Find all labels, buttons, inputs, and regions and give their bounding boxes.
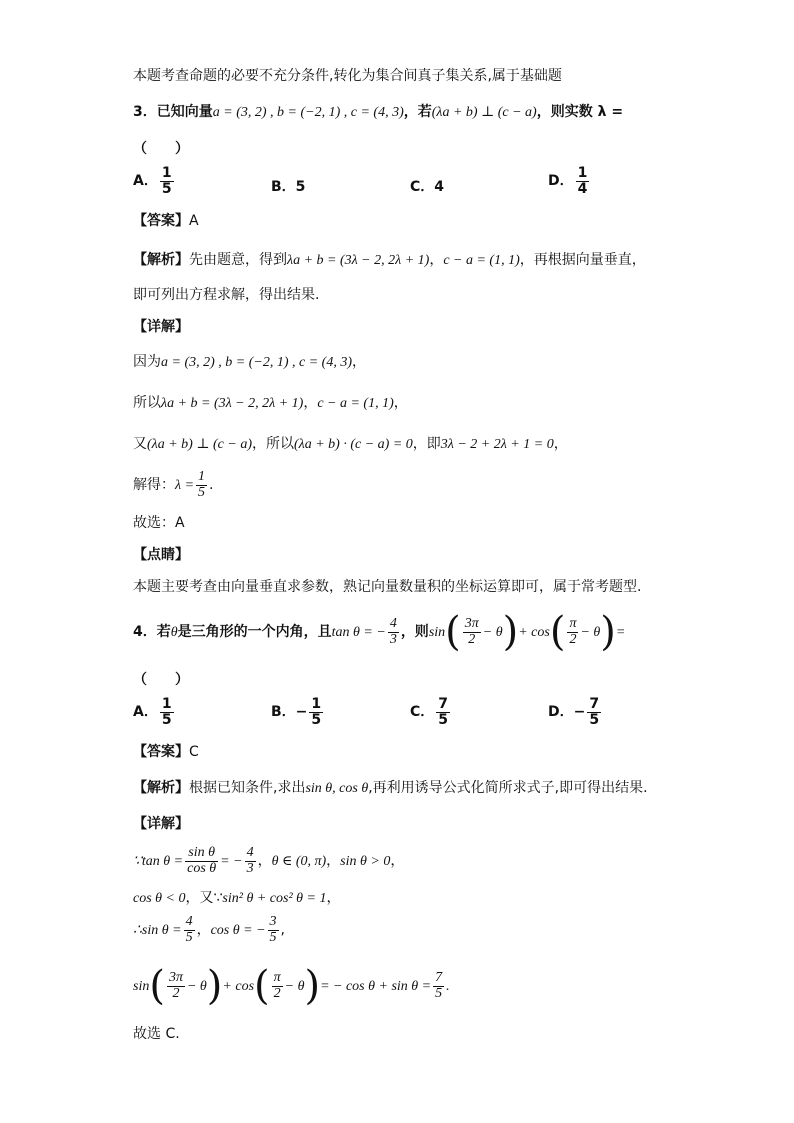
q4-d3-den-2: 5 xyxy=(269,929,277,945)
q3-detail-2-formula-2: c − a = (1, 1) xyxy=(317,396,394,411)
q4-analysis xyxy=(133,778,648,799)
q4-d1-fraction xyxy=(185,846,218,876)
q4-detail-line-2 xyxy=(133,888,340,909)
q3-detail-1-end: ， xyxy=(351,354,366,370)
q4-option-a-num: 1 xyxy=(161,696,172,712)
q3-detail-line-3 xyxy=(133,434,568,455)
q4-stem-arg1-fraction xyxy=(463,617,481,647)
q4-stem-arg2-tail: − θ xyxy=(580,625,601,640)
q4-stem-prefix: 4．若 xyxy=(133,624,171,640)
q4-d4-result: = − cos θ + sin θ = xyxy=(320,979,432,994)
q4-option-b-fraction xyxy=(309,697,323,727)
q3-option-a-den: 5 xyxy=(161,180,172,197)
q4-option-d xyxy=(548,697,603,727)
q4-option-c-num: 7 xyxy=(438,696,449,712)
q3-option-a xyxy=(133,166,176,196)
q4-d2-identity: sin² θ + cos² θ = 1 xyxy=(222,891,327,906)
q4-d4-arg1-tail: − θ xyxy=(186,979,207,994)
q4-option-a-label: A． xyxy=(133,704,158,721)
q4-stem-tan: tan θ = − xyxy=(331,625,386,640)
q4-d4-arg2-den: 2 xyxy=(273,985,281,1001)
q3-stem xyxy=(133,102,623,123)
q4-d1-range: θ ∈ (0, π) xyxy=(271,854,327,870)
q4-analysis-tag: 【解析】 xyxy=(133,780,189,796)
q4-blank: （ ） xyxy=(133,672,189,688)
q4-stem-arg2-fraction xyxy=(567,617,578,647)
q3-option-c xyxy=(410,176,444,196)
q4-d1-end: ， xyxy=(390,853,405,870)
q4-stem-eq: = xyxy=(615,625,626,640)
q3-answer xyxy=(133,211,199,231)
q4-d4-num: 7 xyxy=(435,969,443,985)
q4-d3-sin: ∴sin θ = xyxy=(133,923,182,939)
q3-answer-tag: 【答案】 xyxy=(133,213,189,229)
q4-option-b-den: 5 xyxy=(311,711,322,728)
q3-stem-vectors: a = (3, 2) , b = (−2, 1) , c = (4, 3) xyxy=(212,105,404,120)
q3-detail-3-text-2: ，所以 xyxy=(252,436,294,452)
q4-stem-theta: θ xyxy=(170,625,178,640)
q4-option-a-fraction xyxy=(160,697,174,727)
q4-d3-fraction xyxy=(184,915,195,945)
q4-stem-arg2-den: 2 xyxy=(569,631,577,647)
q3-analysis-tag: 【解析】 xyxy=(133,252,189,268)
q4-d4-rparen-2: ) xyxy=(304,963,321,1009)
q4-d4-arg1-den: 2 xyxy=(172,985,180,1001)
q3-stem-prefix: 3．已知向量 xyxy=(133,104,213,120)
q4-d4-arg2-tail: − θ xyxy=(284,979,305,994)
q3-detail-3-text-1: 又 xyxy=(133,436,147,452)
q3-detail-3-formula-2: (λa + b) · (c − a) = 0 xyxy=(294,437,413,452)
q4-d1-eq: = − xyxy=(220,854,243,870)
q3-detail-4-end: . xyxy=(209,477,214,494)
q4-d4-fraction xyxy=(433,971,444,1001)
q4-option-a-den: 5 xyxy=(161,711,172,728)
q4-option-a xyxy=(133,697,176,727)
q3-option-b-value: 5 xyxy=(295,179,306,195)
q4-stem-lparen-1: ( xyxy=(445,609,461,655)
q4-d4-end: . xyxy=(446,979,450,994)
q4-d1-den: cos θ xyxy=(187,860,217,876)
q4-option-c xyxy=(410,697,452,727)
q4-d4-arg2-num: π xyxy=(273,969,281,985)
q4-d1-sin-positive: sin θ > 0 xyxy=(340,854,391,870)
q4-detail-line-4 xyxy=(133,963,450,1009)
q4-option-c-den: 5 xyxy=(438,711,449,728)
q4-d4-arg2-fraction xyxy=(272,971,283,1001)
q4-stem-arg2-num: π xyxy=(569,615,577,631)
q4-stem-plus: + cos xyxy=(518,625,550,640)
q4-d3-end: , xyxy=(280,922,285,939)
q4-analysis-text-1: 根据已知条件,求出 xyxy=(189,780,306,796)
q3-detail-4-fraction xyxy=(196,470,207,500)
q3-detail-4-num: 1 xyxy=(198,469,206,484)
q4-d1-lhs: ∵tan θ = xyxy=(133,854,184,870)
q4-d4-lparen-1: ( xyxy=(149,963,165,1009)
q3-detail-4-lhs: λ = xyxy=(175,478,195,494)
q3-analysis xyxy=(133,250,646,271)
q4-detail-line-3 xyxy=(133,915,285,945)
q3-detail-2-end: ， xyxy=(393,395,408,411)
q4-stem-arg1-den: 2 xyxy=(468,631,476,647)
q4-option-d-den: 5 xyxy=(589,711,600,728)
q4-d1-fraction-2 xyxy=(245,846,256,876)
q4-option-d-num: 7 xyxy=(589,696,600,712)
q3-detail-line-5: 故选：A xyxy=(133,515,185,531)
q4-option-d-label: D． xyxy=(548,704,574,721)
q4-d2-end: ， xyxy=(326,890,341,906)
q3-stem-mid: ，若 xyxy=(403,104,432,120)
intro-line: 本题考查命题的必要不充分条件,转化为集合间真子集关系,属于基础题 xyxy=(133,68,562,84)
q3-detail-line-4 xyxy=(133,470,213,500)
q3-detail-2-text: 所以 xyxy=(133,395,161,411)
q4-stem xyxy=(133,609,626,655)
q3-stem-condition: (λa + b) ⊥ (c − a) xyxy=(431,105,537,120)
q3-analysis-formula-1: λa + b = (3λ − 2, 2λ + 1) xyxy=(287,253,430,268)
q4-stem-tan-num: 4 xyxy=(389,615,397,631)
q4-option-d-sign: − xyxy=(573,704,586,721)
q3-comment: 本题主要考查由向量垂直求参数，熟记向量数量积的坐标运算即可，属于常考题型. xyxy=(133,579,642,595)
q4-stem-arg1-tail: − θ xyxy=(482,625,503,640)
q3-option-d-fraction xyxy=(576,166,590,196)
q3-analysis-text-1: 先由题意，得到 xyxy=(189,252,287,268)
q3-option-d-label: D． xyxy=(548,173,574,190)
q4-option-c-label: C． xyxy=(410,704,435,721)
q4-d1-num-2: 4 xyxy=(246,845,254,860)
q3-analysis-formula-2: c − a = (1, 1) xyxy=(443,253,520,268)
q3-option-c-value: 4 xyxy=(434,179,445,195)
q4-d3-num-2: 3 xyxy=(269,914,277,929)
q3-detail-3-end: ， xyxy=(553,436,568,452)
q4-d2-text: ，又∵ xyxy=(185,890,223,906)
q4-option-c-fraction xyxy=(436,697,450,727)
q4-d3-num: 4 xyxy=(185,914,193,929)
q3-option-d-den: 4 xyxy=(577,180,588,197)
q3-detail-line-1 xyxy=(133,352,366,373)
q4-detail-line-1 xyxy=(133,846,404,876)
q4-analysis-formula: sin θ, cos θ xyxy=(305,781,369,796)
q4-d4-den: 5 xyxy=(435,985,443,1001)
q3-detail-1-formula: a = (3, 2) , b = (−2, 1) , c = (4, 3) xyxy=(161,355,352,370)
q4-stem-arg1-num: 3π xyxy=(464,615,479,631)
q3-analysis-line-2: 即可列出方程求解，得出结果. xyxy=(133,287,320,303)
q4-d1-sep-1: ， xyxy=(257,853,272,870)
q4-option-b-sign: − xyxy=(295,704,308,721)
q4-option-b-label: B． xyxy=(271,704,296,721)
q4-d4-sin: sin xyxy=(133,979,150,994)
q4-d1-sep-2: ， xyxy=(326,853,341,870)
q4-d2-cos-negative: cos θ < 0 xyxy=(133,891,186,906)
q4-d3-sep: ， xyxy=(196,922,211,939)
q4-d1-num: sin θ xyxy=(185,846,218,862)
q3-answer-value: A xyxy=(189,213,199,229)
q4-stem-sin: sin xyxy=(428,625,446,640)
q3-detail-4-text: 解得： xyxy=(133,477,175,494)
q4-option-b xyxy=(271,697,325,727)
q4-detail-tag: 【详解】 xyxy=(133,816,189,832)
q4-d4-lparen-2: ( xyxy=(254,963,270,1009)
q4-option-d-fraction xyxy=(587,697,601,727)
q3-option-a-num: 1 xyxy=(161,165,172,181)
q4-answer-value: C xyxy=(189,744,199,760)
q3-detail-4-den: 5 xyxy=(198,484,206,500)
q4-stem-rparen-1: ) xyxy=(502,609,519,655)
q4-detail-line-5: 故选 C. xyxy=(133,1026,180,1042)
q4-analysis-text-2: ,再利用诱导公式化简所求式子,即可得出结果. xyxy=(368,780,648,796)
q3-analysis-text-2: ， xyxy=(429,252,444,268)
q4-stem-tan-fraction xyxy=(388,617,399,647)
q4-d3-den: 5 xyxy=(185,929,193,945)
q4-d4-plus: + cos xyxy=(222,979,255,994)
q3-detail-1-text: 因为 xyxy=(133,354,161,370)
q4-option-b-num: 1 xyxy=(311,696,322,712)
q3-option-a-label: A． xyxy=(133,173,158,190)
q4-stem-lparen-2: ( xyxy=(549,609,566,655)
q3-analysis-text-3: ，再根据向量垂直， xyxy=(519,252,646,268)
q3-comment-tag: 【点睛】 xyxy=(133,547,189,563)
q4-answer xyxy=(133,742,199,762)
q3-detail-2-sep: ， xyxy=(303,395,318,411)
q4-answer-tag: 【答案】 xyxy=(133,744,189,760)
q3-detail-line-2 xyxy=(133,393,408,414)
q3-option-b xyxy=(271,176,305,196)
q3-option-d xyxy=(548,166,591,196)
q4-d3-fraction-2 xyxy=(268,915,279,945)
q3-detail-2-formula-1: λa + b = (3λ − 2, 2λ + 1) xyxy=(161,396,304,411)
q3-option-b-label: B． xyxy=(271,179,296,195)
q4-stem-tan-den: 3 xyxy=(389,631,397,647)
q3-detail-3-text-3: ，即 xyxy=(412,436,441,452)
q4-d4-rparen-1: ) xyxy=(206,963,223,1009)
q3-blank: （ ） xyxy=(133,141,189,157)
q3-detail-3-formula-3: 3λ − 2 + 2λ + 1 = 0 xyxy=(440,437,554,452)
q4-stem-mid: 是三角形的一个内角，且 xyxy=(177,624,332,640)
q3-detail-3-formula-1: (λa + b) ⊥ (c − a) xyxy=(147,437,252,452)
q3-detail-tag: 【详解】 xyxy=(133,319,189,335)
q3-option-d-num: 1 xyxy=(577,165,588,181)
q4-stem-rparen-2: ) xyxy=(600,609,616,655)
q4-d3-cos: cos θ = − xyxy=(210,923,266,939)
q4-d4-arg1-num: 3π xyxy=(168,969,183,985)
q4-d4-arg1-fraction xyxy=(167,971,185,1001)
q4-stem-then: ，则 xyxy=(400,624,429,640)
q3-stem-suffix: ，则实数 λ = xyxy=(536,104,624,120)
q4-d1-den-2: 3 xyxy=(246,860,254,876)
q3-option-c-label: C． xyxy=(410,179,435,195)
q3-option-a-fraction xyxy=(160,166,174,196)
